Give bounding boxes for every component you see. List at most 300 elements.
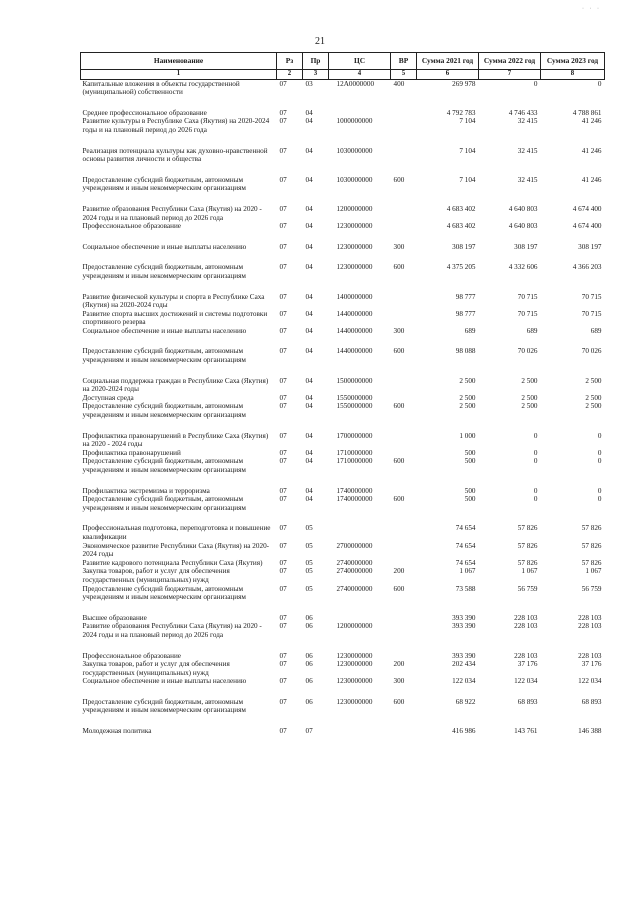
row-cs-cell: 1230000000 bbox=[336, 263, 373, 272]
row-vr-cell: 600 bbox=[393, 175, 405, 184]
row-sum-2022-cell: 4 640 803 bbox=[508, 204, 538, 213]
row-vr-cell bbox=[391, 487, 417, 496]
row-sum-2022-cell: 4 332 606 bbox=[508, 263, 538, 272]
row-spacer-cell bbox=[81, 715, 605, 727]
row-cs-cell: 1230000000 bbox=[336, 651, 373, 660]
row-vr-cell: 600 bbox=[393, 697, 405, 706]
row-sum-2023-cell: 228 103 bbox=[578, 622, 602, 631]
row-spacer bbox=[81, 335, 605, 347]
row-pr-cell: 06 bbox=[305, 613, 313, 622]
row-sum-2021-cell: 393 390 bbox=[452, 622, 476, 631]
table-row bbox=[81, 117, 605, 134]
row-vr-cell: 200 bbox=[393, 660, 405, 669]
row-vr-cell bbox=[391, 432, 417, 449]
column-number: 5 bbox=[391, 70, 417, 80]
table-row bbox=[81, 402, 605, 419]
row-sum-2021-cell: 4 375 205 bbox=[446, 263, 476, 272]
row-vr-cell bbox=[391, 622, 417, 639]
row-sum-2021-cell: 73 588 bbox=[455, 584, 476, 593]
row-cs-cell bbox=[329, 109, 391, 118]
table-row bbox=[81, 727, 605, 736]
row-sum-2023-cell: 57 826 bbox=[581, 541, 602, 550]
row-sum-2023-cell: 0 bbox=[597, 79, 602, 88]
row-sum-2021-cell: 416 986 bbox=[452, 727, 476, 736]
row-sum-2021-cell: 393 390 bbox=[452, 613, 476, 622]
table-row bbox=[81, 310, 605, 327]
row-name-cell: Развитие физической культуры и спорта в Республике Саха (Якутия) на 2020-2024 годы bbox=[82, 292, 265, 310]
row-name-cell: Развитие спорта высших достижений и системы подготовки спортивного резерва bbox=[82, 309, 268, 327]
row-vr-cell: 200 bbox=[393, 567, 405, 576]
row-sum-2021-cell: 2 500 bbox=[459, 376, 476, 385]
row-sum-2023-cell: 0 bbox=[597, 486, 602, 495]
row-spacer bbox=[81, 602, 605, 614]
row-sum-2022-cell: 2 500 bbox=[521, 402, 538, 411]
row-spacer-cell bbox=[81, 365, 605, 377]
row-sum-2023-cell: 4 674 400 bbox=[572, 204, 602, 213]
row-rz-cell: 07 bbox=[279, 108, 287, 117]
row-cs-cell: 1700000000 bbox=[336, 431, 373, 440]
row-vr-cell bbox=[391, 117, 417, 134]
row-sum-2023-cell: 41 246 bbox=[581, 117, 602, 126]
row-pr-cell: 04 bbox=[305, 376, 313, 385]
column-number: 4 bbox=[329, 70, 391, 80]
row-spacer-cell bbox=[81, 281, 605, 293]
row-sum-2022-cell: 0 bbox=[533, 79, 538, 88]
row-spacer bbox=[81, 640, 605, 652]
row-rz-cell: 07 bbox=[279, 651, 287, 660]
row-sum-2022-cell: 4 640 803 bbox=[508, 222, 538, 231]
row-sum-2021-cell: 4 792 783 bbox=[446, 108, 476, 117]
row-rz-cell: 07 bbox=[279, 697, 287, 706]
row-pr-cell: 04 bbox=[305, 175, 313, 184]
row-name-cell: Реализация потенциала культуры как духовно-нравственной основы развития личности и общества bbox=[82, 146, 268, 164]
row-sum-2022-cell: 70 026 bbox=[517, 347, 538, 356]
row-sum-2022-cell: 57 826 bbox=[517, 558, 538, 567]
row-vr-cell: 600 bbox=[393, 457, 405, 466]
row-spacer-cell bbox=[81, 602, 605, 614]
row-cs-cell: 1440000000 bbox=[336, 347, 373, 356]
row-sum-2023-cell: 228 103 bbox=[578, 613, 602, 622]
row-sum-2023-cell: 308 197 bbox=[578, 242, 602, 251]
table-row bbox=[81, 487, 605, 496]
row-cs-cell: 1740000000 bbox=[336, 495, 373, 504]
row-cs-cell: 1200000000 bbox=[336, 204, 373, 213]
row-name-cell: Предоставление субсидий бюджетным, автономным учреждениям и иным некоммерческим организациям bbox=[82, 175, 246, 193]
row-sum-2022-cell: 70 715 bbox=[517, 309, 538, 318]
row-sum-2021-cell: 2 500 bbox=[459, 402, 476, 411]
row-vr-cell bbox=[391, 147, 417, 164]
row-sum-2021-cell: 269 978 bbox=[452, 79, 476, 88]
row-rz-cell: 07 bbox=[279, 486, 287, 495]
table-row bbox=[81, 449, 605, 458]
row-pr-cell: 05 bbox=[305, 541, 313, 550]
row-sum-2023-cell: 4 788 861 bbox=[572, 108, 602, 117]
row-cs-cell: 1030000000 bbox=[336, 146, 373, 155]
row-sum-2023-cell: 122 034 bbox=[578, 677, 602, 686]
row-name-cell: Профессиональное образование bbox=[82, 222, 182, 231]
header-sum-2023: Сумма 2023 год bbox=[541, 53, 605, 70]
row-sum-2021-cell: 1 000 bbox=[459, 431, 476, 440]
row-name-cell: Развитие образования Республики Саха (Якутия) на 2020 - 2024 годы и на плановый период до 2026 года bbox=[82, 204, 262, 222]
row-spacer bbox=[81, 475, 605, 487]
row-vr-cell bbox=[391, 542, 417, 559]
row-cs-cell: 1200000000 bbox=[336, 622, 373, 631]
row-sum-2023-cell: 68 893 bbox=[581, 697, 602, 706]
row-sum-2021-cell: 689 bbox=[464, 326, 476, 335]
row-name-cell: Профессиональное образование bbox=[82, 651, 182, 660]
row-sum-2022-cell: 122 034 bbox=[514, 677, 538, 686]
row-pr-cell: 04 bbox=[305, 393, 313, 402]
row-name-cell: Развитие образования Республики Саха (Якутия) на 2020 - 2024 годы и на плановый период до 2026 года bbox=[82, 622, 262, 639]
row-spacer bbox=[81, 164, 605, 176]
row-name-cell: Профилактика правонарушений в Республике Саха (Якутия) на 2020 - 2024 годы bbox=[82, 431, 269, 449]
row-rz-cell: 07 bbox=[279, 567, 287, 576]
row-cs-cell: 1500000000 bbox=[336, 376, 373, 385]
row-cs-cell bbox=[329, 727, 391, 736]
row-sum-2023-cell: 0 bbox=[597, 431, 602, 440]
row-pr-cell: 04 bbox=[305, 242, 313, 251]
row-cs-cell: 1030000000 bbox=[336, 175, 373, 184]
row-pr-cell: 04 bbox=[305, 117, 313, 126]
row-vr-cell bbox=[391, 205, 417, 222]
table-row bbox=[81, 524, 605, 541]
row-sum-2023-cell: 1 067 bbox=[585, 567, 602, 576]
row-vr-cell bbox=[391, 614, 417, 623]
row-sum-2022-cell: 32 415 bbox=[517, 146, 538, 155]
row-vr-cell: 400 bbox=[393, 79, 405, 88]
row-sum-2023-cell: 70 715 bbox=[581, 309, 602, 318]
row-sum-2021-cell: 7 104 bbox=[459, 146, 476, 155]
row-cs-cell: 1230000000 bbox=[336, 677, 373, 686]
row-pr-cell: 05 bbox=[305, 524, 313, 533]
table-row bbox=[81, 243, 605, 252]
row-cs-cell bbox=[329, 524, 391, 541]
table-row bbox=[81, 432, 605, 449]
row-name-cell: Закупка товаров, работ и услуг для обеспечения государственных (муниципальных) нужд bbox=[82, 567, 230, 584]
row-cs-cell: 1550000000 bbox=[336, 393, 373, 402]
row-cs-cell bbox=[329, 614, 391, 623]
row-name-cell: Экономическое развитие Республики Саха (Якутия) на 2020-2024 годы bbox=[82, 541, 270, 559]
row-rz-cell: 07 bbox=[279, 613, 287, 622]
row-name-cell: Среднее профессиональное образование bbox=[82, 108, 207, 117]
table-row bbox=[81, 660, 605, 677]
column-number: 6 bbox=[417, 70, 479, 80]
row-rz-cell: 07 bbox=[279, 457, 287, 466]
column-number: 2 bbox=[277, 70, 303, 80]
row-sum-2022-cell: 2 500 bbox=[521, 393, 538, 402]
row-vr-cell bbox=[391, 394, 417, 403]
row-name-cell: Социальная поддержка граждан в Республике Саха (Якутия) на 2020-2024 годы bbox=[82, 376, 269, 394]
row-sum-2022-cell: 689 bbox=[526, 326, 538, 335]
row-pr-cell: 04 bbox=[305, 263, 313, 272]
row-sum-2022-cell: 32 415 bbox=[517, 117, 538, 126]
row-rz-cell: 07 bbox=[279, 431, 287, 440]
row-sum-2021-cell: 68 922 bbox=[455, 697, 476, 706]
row-rz-cell: 07 bbox=[279, 175, 287, 184]
row-name-cell: Профессиональная подготовка, переподготовка и повышение квалификации bbox=[82, 524, 271, 541]
row-pr-cell: 04 bbox=[305, 204, 313, 213]
row-vr-cell: 300 bbox=[393, 677, 405, 686]
row-pr-cell: 06 bbox=[305, 651, 313, 660]
row-pr-cell: 04 bbox=[305, 309, 313, 318]
row-rz-cell: 07 bbox=[279, 448, 287, 457]
row-pr-cell: 04 bbox=[305, 448, 313, 457]
row-rz-cell: 07 bbox=[279, 376, 287, 385]
row-cs-cell: 1230000000 bbox=[336, 242, 373, 251]
row-sum-2023-cell: 56 759 bbox=[581, 584, 602, 593]
row-rz-cell: 07 bbox=[279, 79, 287, 88]
row-pr-cell: 06 bbox=[305, 660, 313, 669]
column-number-row bbox=[81, 70, 605, 80]
table-row bbox=[81, 457, 605, 474]
row-vr-cell bbox=[391, 652, 417, 661]
row-name-cell: Социальное обеспечение и иные выплаты населению bbox=[82, 242, 247, 251]
row-sum-2022-cell: 70 715 bbox=[517, 292, 538, 301]
row-spacer-cell bbox=[81, 475, 605, 487]
row-name-cell: Закупка товаров, работ и услуг для обеспечения государственных (муниципальных) нужд bbox=[82, 660, 230, 677]
row-sum-2021-cell: 500 bbox=[464, 457, 476, 466]
row-sum-2022-cell: 308 197 bbox=[514, 242, 538, 251]
table-row bbox=[81, 263, 605, 280]
row-sum-2021-cell: 308 197 bbox=[452, 242, 476, 251]
table-row bbox=[81, 347, 605, 364]
row-sum-2022-cell: 0 bbox=[533, 457, 538, 466]
row-sum-2023-cell: 37 176 bbox=[581, 660, 602, 669]
row-name-cell: Молодежная политика bbox=[82, 727, 152, 736]
row-spacer-cell bbox=[81, 231, 605, 243]
page-number: 21 bbox=[315, 36, 325, 47]
row-spacer-cell bbox=[81, 164, 605, 176]
row-sum-2023-cell: 228 103 bbox=[578, 651, 602, 660]
row-cs-cell: 1000000000 bbox=[336, 117, 373, 126]
row-rz-cell: 07 bbox=[279, 292, 287, 301]
row-pr-cell: 05 bbox=[305, 584, 313, 593]
row-sum-2022-cell: 2 500 bbox=[521, 376, 538, 385]
column-number: 7 bbox=[479, 70, 541, 80]
row-name-cell: Предоставление субсидий бюджетным, автономным учреждениям и иным некоммерческим организациям bbox=[82, 495, 246, 512]
row-spacer-cell bbox=[81, 193, 605, 205]
row-spacer bbox=[81, 365, 605, 377]
row-sum-2023-cell: 2 500 bbox=[585, 402, 602, 411]
row-pr-cell: 04 bbox=[305, 292, 313, 301]
row-rz-cell: 07 bbox=[279, 146, 287, 155]
row-spacer-cell bbox=[81, 420, 605, 432]
row-sum-2023-cell: 0 bbox=[597, 448, 602, 457]
row-pr-cell: 05 bbox=[305, 558, 313, 567]
row-sum-2022-cell: 57 826 bbox=[517, 541, 538, 550]
row-sum-2021-cell: 74 654 bbox=[455, 524, 476, 533]
header-sum-2022: Сумма 2022 год bbox=[479, 53, 541, 70]
header-sum-2021: Сумма 2021 год bbox=[417, 53, 479, 70]
row-spacer-cell bbox=[81, 640, 605, 652]
row-sum-2021-cell: 98 777 bbox=[455, 309, 476, 318]
row-rz-cell: 07 bbox=[279, 204, 287, 213]
row-sum-2021-cell: 7 104 bbox=[459, 175, 476, 184]
header-name: Наименование bbox=[81, 53, 277, 70]
row-pr-cell: 06 bbox=[305, 677, 313, 686]
table-row bbox=[81, 495, 605, 512]
row-name-cell: Высшее образование bbox=[82, 613, 147, 622]
table-row bbox=[81, 109, 605, 118]
row-spacer bbox=[81, 135, 605, 147]
row-vr-cell: 300 bbox=[393, 242, 405, 251]
row-name-cell: Предоставление субсидий бюджетным, автономным учреждениям и иным некоммерческим организациям bbox=[82, 584, 246, 602]
budget-table bbox=[80, 52, 605, 736]
row-pr-cell: 04 bbox=[305, 402, 313, 411]
row-name-cell: Социальное обеспечение и иные выплаты населению bbox=[82, 677, 247, 686]
row-sum-2023-cell: 57 826 bbox=[581, 558, 602, 567]
row-cs-cell: 2700000000 bbox=[336, 541, 373, 550]
row-cs-cell: 12А0000000 bbox=[336, 79, 375, 88]
row-sum-2021-cell: 500 bbox=[464, 495, 476, 504]
row-sum-2023-cell: 2 500 bbox=[585, 376, 602, 385]
row-sum-2022-cell: 57 826 bbox=[517, 524, 538, 533]
row-rz-cell: 07 bbox=[279, 263, 287, 272]
row-sum-2023-cell: 0 bbox=[597, 495, 602, 504]
row-name-cell: Предоставление субсидий бюджетным, автономным учреждениям и иным некоммерческим организациям bbox=[82, 402, 246, 420]
table-row bbox=[81, 542, 605, 559]
row-sum-2021-cell: 7 104 bbox=[459, 117, 476, 126]
row-spacer bbox=[81, 281, 605, 293]
row-spacer bbox=[81, 193, 605, 205]
row-spacer bbox=[81, 420, 605, 432]
table-row bbox=[81, 205, 605, 222]
table-row bbox=[81, 176, 605, 193]
table-row bbox=[81, 677, 605, 686]
row-rz-cell: 07 bbox=[279, 347, 287, 356]
row-rz-cell: 07 bbox=[279, 558, 287, 567]
table-row bbox=[81, 614, 605, 623]
row-sum-2023-cell: 4 674 400 bbox=[572, 222, 602, 231]
table-row bbox=[81, 147, 605, 164]
row-cs-cell: 1740000000 bbox=[336, 486, 373, 495]
table-row bbox=[81, 585, 605, 602]
row-cs-cell: 1230000000 bbox=[336, 697, 373, 706]
row-sum-2022-cell: 143 761 bbox=[514, 727, 538, 736]
row-cs-cell: 1440000000 bbox=[336, 309, 373, 318]
row-rz-cell: 07 bbox=[279, 393, 287, 402]
row-sum-2022-cell: 0 bbox=[533, 431, 538, 440]
row-cs-cell: 1710000000 bbox=[336, 457, 373, 466]
row-sum-2022-cell: 0 bbox=[533, 486, 538, 495]
budget-sheet bbox=[80, 52, 604, 736]
row-vr-cell: 600 bbox=[393, 495, 405, 504]
row-rz-cell: 07 bbox=[279, 222, 287, 231]
row-rz-cell: 07 bbox=[279, 242, 287, 251]
row-sum-2022-cell: 228 103 bbox=[514, 613, 538, 622]
row-sum-2021-cell: 500 bbox=[464, 448, 476, 457]
table-row bbox=[81, 559, 605, 568]
row-sum-2022-cell: 228 103 bbox=[514, 651, 538, 660]
row-cs-cell: 2740000000 bbox=[336, 584, 373, 593]
row-name-cell: Развитие кадрового потенциала Республики Саха (Якутия) bbox=[82, 558, 263, 567]
column-number: 3 bbox=[303, 70, 329, 80]
row-rz-cell: 07 bbox=[279, 660, 287, 669]
row-sum-2023-cell: 0 bbox=[597, 457, 602, 466]
row-pr-cell: 04 bbox=[305, 495, 313, 504]
row-sum-2022-cell: 56 759 bbox=[517, 584, 538, 593]
row-cs-cell: 2740000000 bbox=[336, 567, 373, 576]
row-sum-2021-cell: 2 500 bbox=[459, 393, 476, 402]
row-sum-2022-cell: 4 746 433 bbox=[508, 108, 538, 117]
row-vr-cell: 300 bbox=[393, 326, 405, 335]
row-rz-cell: 07 bbox=[279, 524, 287, 533]
row-name-cell: Развитие культуры в Республике Саха (Якутия) на 2020-2024 годы и на плановый период до 2026 года bbox=[82, 117, 270, 134]
row-sum-2023-cell: 41 246 bbox=[581, 175, 602, 184]
row-spacer bbox=[81, 715, 605, 727]
row-pr-cell: 04 bbox=[305, 431, 313, 440]
row-sum-2023-cell: 146 388 bbox=[578, 727, 602, 736]
row-pr-cell: 06 bbox=[305, 697, 313, 706]
row-vr-cell: 600 bbox=[393, 402, 405, 411]
row-sum-2023-cell: 689 bbox=[590, 326, 602, 335]
row-rz-cell: 07 bbox=[279, 622, 287, 631]
row-vr-cell bbox=[391, 310, 417, 327]
row-sum-2023-cell: 41 246 bbox=[581, 146, 602, 155]
row-sum-2022-cell: 0 bbox=[533, 448, 538, 457]
row-sum-2021-cell: 4 683 402 bbox=[446, 204, 476, 213]
row-name-cell: Профилактика правонарушений bbox=[82, 448, 181, 457]
row-pr-cell: 04 bbox=[305, 457, 313, 466]
row-pr-cell: 04 bbox=[305, 108, 313, 117]
row-sum-2022-cell: 68 893 bbox=[517, 697, 538, 706]
row-spacer bbox=[81, 686, 605, 698]
row-rz-cell: 07 bbox=[279, 309, 287, 318]
row-cs-cell: 1550000000 bbox=[336, 402, 373, 411]
row-spacer-cell bbox=[81, 335, 605, 347]
row-sum-2023-cell: 70 026 bbox=[581, 347, 602, 356]
row-pr-cell: 07 bbox=[305, 727, 313, 736]
row-sum-2021-cell: 74 654 bbox=[455, 541, 476, 550]
row-cs-cell: 2740000000 bbox=[336, 558, 373, 567]
table-header-row bbox=[81, 53, 605, 70]
row-rz-cell: 07 bbox=[279, 727, 287, 736]
table-row bbox=[81, 377, 605, 394]
row-name-cell: Предоставление субсидий бюджетным, автономным учреждениям и иным некоммерческим организациям bbox=[82, 457, 246, 474]
row-vr-cell: 600 bbox=[393, 263, 405, 272]
header-vr: ВР bbox=[391, 53, 417, 70]
row-spacer-cell bbox=[81, 512, 605, 524]
row-cs-cell: 1230000000 bbox=[336, 660, 373, 669]
row-sum-2021-cell: 122 034 bbox=[452, 677, 476, 686]
row-vr-cell bbox=[391, 524, 417, 541]
row-name-cell: Предоставление субсидий бюджетным, автономным учреждениям и иным некоммерческим организациям bbox=[82, 697, 246, 715]
row-vr-cell bbox=[391, 449, 417, 458]
table-body bbox=[81, 79, 605, 736]
row-spacer-cell bbox=[81, 135, 605, 147]
row-spacer bbox=[81, 231, 605, 243]
row-name-cell: Капитальные вложения в объекты государственной (муниципальной) собственности bbox=[82, 79, 240, 97]
row-rz-cell: 07 bbox=[279, 326, 287, 335]
row-vr-cell bbox=[391, 727, 417, 736]
row-name-cell: Предоставление субсидий бюджетным, автономным учреждениям и иным некоммерческим организациям bbox=[82, 263, 246, 280]
row-pr-cell: 04 bbox=[305, 222, 313, 231]
row-rz-cell: 07 bbox=[279, 541, 287, 550]
row-vr-cell bbox=[391, 293, 417, 310]
table-row bbox=[81, 79, 605, 97]
table-row bbox=[81, 652, 605, 661]
table-row bbox=[81, 698, 605, 715]
row-rz-cell: 07 bbox=[279, 402, 287, 411]
row-pr-cell: 04 bbox=[305, 326, 313, 335]
row-name-cell: Социальное обеспечение и иные выплаты населению bbox=[82, 326, 247, 335]
row-vr-cell: 600 bbox=[393, 584, 405, 593]
row-cs-cell: 1400000000 bbox=[336, 292, 373, 301]
row-sum-2021-cell: 1 067 bbox=[459, 567, 476, 576]
row-sum-2021-cell: 74 654 bbox=[455, 558, 476, 567]
row-sum-2021-cell: 4 683 402 bbox=[446, 222, 476, 231]
table-row bbox=[81, 567, 605, 584]
